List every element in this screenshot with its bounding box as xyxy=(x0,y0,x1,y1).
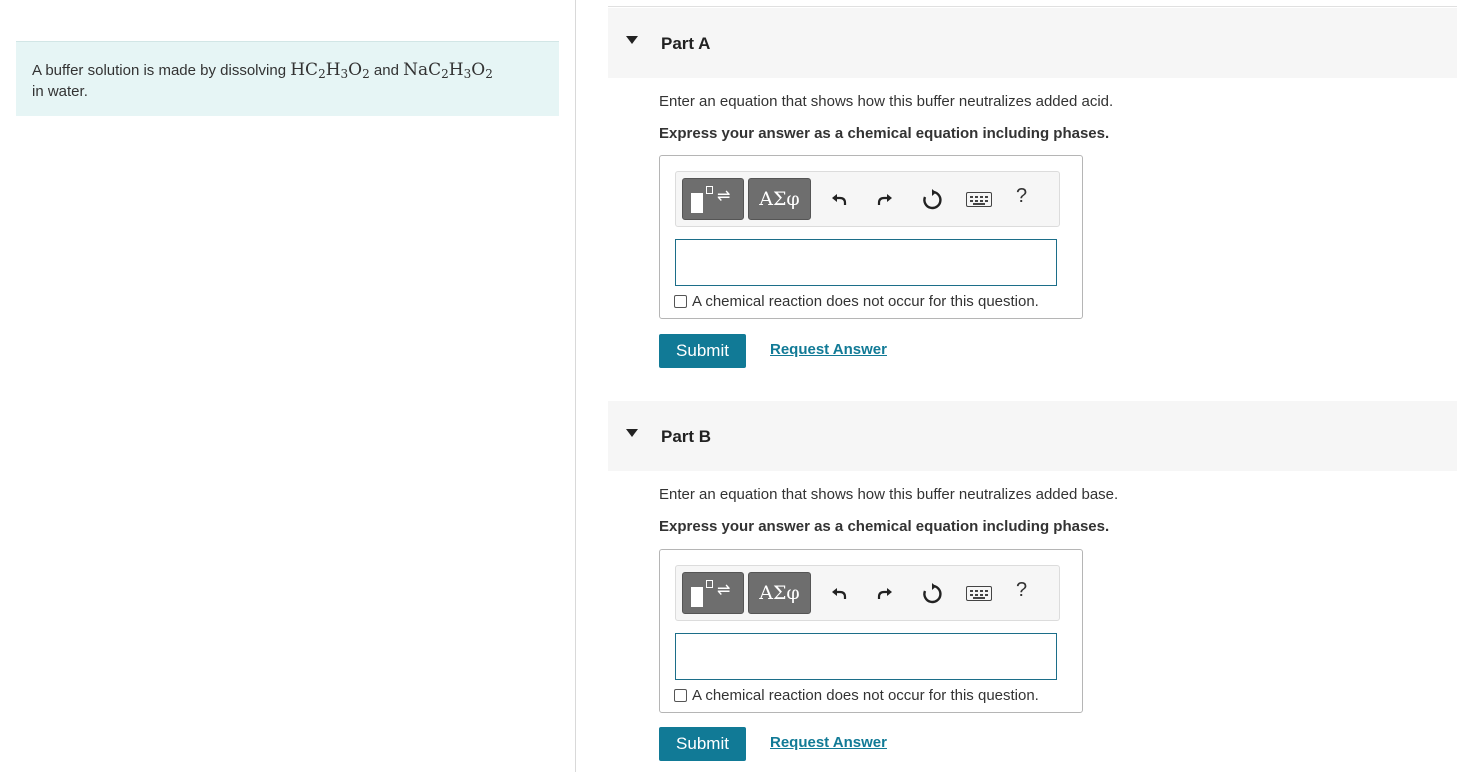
divider xyxy=(608,6,1457,7)
part-b-submit-button[interactable]: Submit xyxy=(659,727,746,761)
formula-acetic-acid: $HC_2H_3O_2$ xyxy=(290,60,370,81)
problem-conjunction: and xyxy=(373,62,399,79)
undo-icon[interactable] xyxy=(826,186,852,212)
part-a-toolbar xyxy=(675,171,1060,227)
problem-text-suffix: in water. xyxy=(32,83,88,100)
part-b-no-reaction[interactable] xyxy=(674,687,1039,704)
reset-icon[interactable] xyxy=(919,186,945,212)
problem-text-prefix: A buffer solution is made by dissolving xyxy=(32,62,287,79)
part-b-header[interactable] xyxy=(608,401,1457,471)
triangle-down-icon[interactable] xyxy=(626,36,638,44)
part-b-answer-box xyxy=(659,549,1083,713)
templates-icon xyxy=(691,587,703,607)
part-a-answer-input[interactable] xyxy=(675,239,1057,286)
part-a-instruction: Express your answer as a chemical equation including phases. xyxy=(659,125,1110,142)
right-panel xyxy=(576,0,1457,772)
problem-statement xyxy=(16,41,559,116)
keyboard-icon[interactable] xyxy=(966,586,992,601)
templates-icon xyxy=(691,193,703,213)
part-b-title: Part B xyxy=(661,427,712,446)
part-a-header[interactable] xyxy=(608,8,1457,78)
part-b-answer-input[interactable] xyxy=(675,633,1057,680)
part-b-request-answer-link[interactable]: Request Answer xyxy=(770,734,887,751)
redo-icon[interactable] xyxy=(872,186,898,212)
part-a-no-reaction-label: A chemical reaction does not occur for this question. xyxy=(692,293,1039,310)
templates-button[interactable]: ⇌ xyxy=(682,178,744,220)
part-a-submit-button[interactable]: Submit xyxy=(659,334,746,368)
left-panel xyxy=(0,0,576,772)
reset-icon[interactable] xyxy=(919,580,945,606)
templates-button[interactable]: ⇌ xyxy=(682,572,744,614)
part-a-no-reaction[interactable] xyxy=(674,293,1039,310)
formula-sodium-acetate: $NaC_2H_3O_2$ xyxy=(403,60,493,81)
triangle-down-icon[interactable] xyxy=(626,429,638,437)
part-a-no-reaction-checkbox[interactable] xyxy=(674,295,687,308)
undo-icon[interactable] xyxy=(826,580,852,606)
keyboard-icon[interactable] xyxy=(966,192,992,207)
greek-symbols-button[interactable]: ΑΣφ xyxy=(748,178,811,220)
part-b-prompt: Enter an equation that shows how this buffer neutralizes added base. xyxy=(659,486,1119,503)
part-a-title: Part A xyxy=(661,34,711,53)
part-b-toolbar xyxy=(675,565,1060,621)
part-a-answer-box xyxy=(659,155,1083,319)
part-a-request-answer-link[interactable]: Request Answer xyxy=(770,341,887,358)
part-b-no-reaction-checkbox[interactable] xyxy=(674,689,687,702)
help-icon[interactable]: ? xyxy=(1016,185,1028,207)
part-b-instruction: Express your answer as a chemical equation including phases. xyxy=(659,518,1110,535)
part-b-no-reaction-label: A chemical reaction does not occur for this question. xyxy=(692,687,1039,704)
part-a-prompt: Enter an equation that shows how this buffer neutralizes added acid. xyxy=(659,93,1114,110)
redo-icon[interactable] xyxy=(872,580,898,606)
help-icon[interactable]: ? xyxy=(1016,579,1028,601)
greek-symbols-button[interactable]: ΑΣφ xyxy=(748,572,811,614)
